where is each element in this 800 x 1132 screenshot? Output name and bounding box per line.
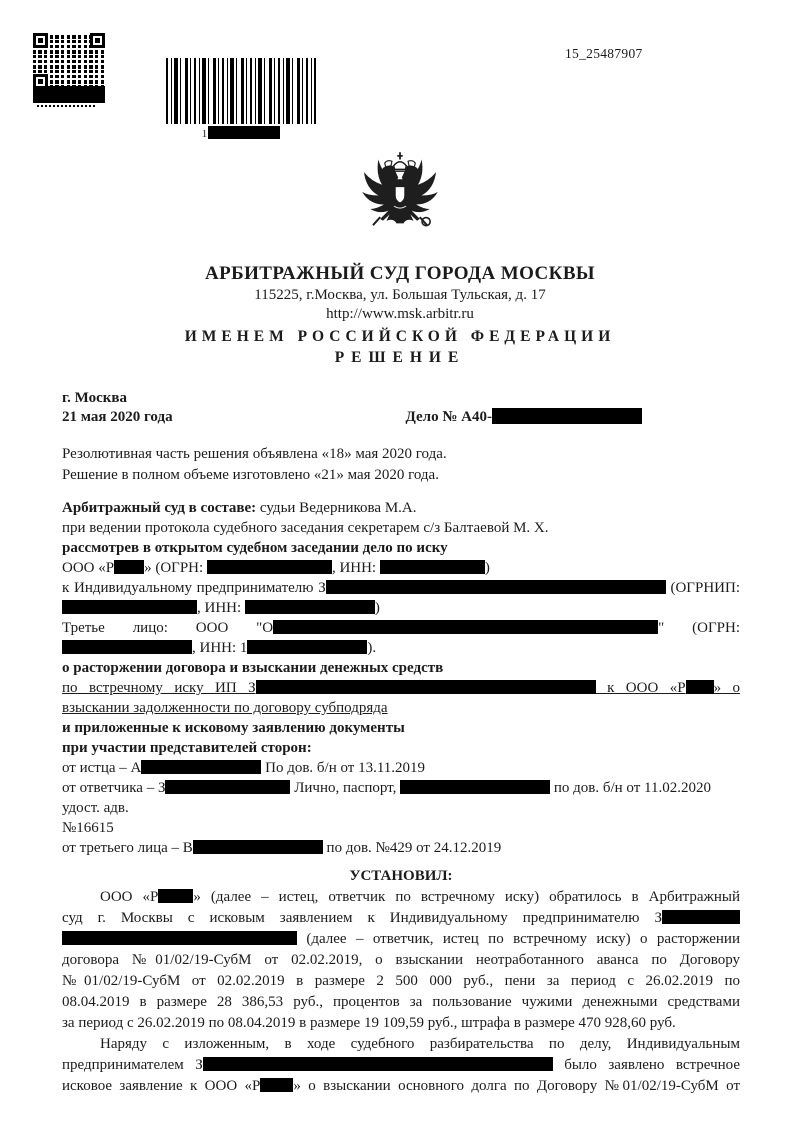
text-line: ООО «Р » (далее – истец, ответчик по встречному иску) обратилось в Арбитражный [100,889,740,905]
announcement-section [62,444,740,486]
text-line: Резолютивная часть решения объявлена «18» мая 2020 года. [62,446,447,462]
redaction-bar [245,600,375,614]
court-address: 115225, г.Москва, ул. Большая Тульская, д. 17 [254,287,546,303]
text-line: от третьего лица – В по дов. №429 от 24.12.2019 [62,840,502,856]
redaction-bar [326,580,666,594]
case-header-row [62,389,740,427]
text-line: по встречному иску ИП З к ООО «Р » о [62,680,740,696]
text-line: рассмотрев в открытом судебном заседании дело по иску [62,540,448,556]
redaction-bar [62,640,192,654]
text-line: ООО «Р » (ОГРН: , ИНН: ) [62,560,490,576]
text-line: взыскании задолженности по договору субподряда [62,700,388,716]
text-line: от истца – А По дов. б/н от 13.11.2019 [62,760,426,776]
redaction-bar [686,680,714,694]
top-machine-zone [0,0,800,150]
text-line: исковое заявление к ООО «Р » о взыскании основного долга по Договору №01/02/19-СубМ от [62,1078,740,1094]
decision-title: РЕШЕНИЕ [334,349,466,366]
redaction-bar [193,840,323,854]
court-name: АРБИТРАЖНЫЙ СУД ГОРОДА МОСКВЫ [205,263,595,284]
text-line: Арбитражный суд в составе: судьи Ведерникова М.А. [62,500,417,516]
text-line: за период с 26.02.2019 по 08.04.2019 в размере 19 109,59 руб., штрафа в размере 470 928,60 руб. [62,1015,676,1031]
redaction-bar [165,780,290,794]
redaction-bar [158,889,193,903]
redaction-bar [492,408,642,424]
redaction-bar [380,560,485,574]
russian-coat-of-arms-icon [355,152,445,248]
intro-section [62,498,740,858]
barcode-digit: 1 [201,128,208,140]
qr-code [33,33,105,103]
barcode-caption [166,126,316,140]
findings-section [62,887,740,1097]
case-city-date [62,389,173,427]
redaction-bar [400,780,550,794]
text-line: суд г. Москвы с исковым заявлением к Индивидуальному предпринимателю З [62,908,740,929]
qr-caption-marks [37,105,95,107]
text-line: и приложенные к исковому заявлению документы [62,720,405,736]
qr-finder-icon [90,33,105,48]
redaction-bar [256,680,596,694]
redaction-bar [141,760,261,774]
redaction-bar [662,910,740,924]
redaction-bar [207,560,332,574]
text-line: №16615 [62,820,114,836]
redaction-bar [247,640,367,654]
redaction-bar [208,126,280,139]
text-line: к Индивидуальному предпринимателю З (ОГРНИП: [62,580,740,596]
redaction-bar [33,86,105,103]
bold-text: Арбитражный суд в составе: [62,500,257,516]
text-line: 08.04.2019 в размере 28 386,53 руб., процентов за пользование чужими денежными средствами [62,994,740,1010]
text-line: предпринимателем З было заявлено встречное [62,1057,740,1073]
text-line: о расторжении договора и взыскании денежных средств [62,660,444,676]
text-line: при участии представителей сторон: [62,740,312,756]
redaction-bar [203,1057,553,1071]
text-line: (далее – ответчик, истец по встречному иску) о расторжении [62,929,740,950]
text-line: №01/02/19-СубМ от 02.02.2019 в размере 2 500 000 руб., пени за период с 26.02.2019 по [62,973,740,989]
text-line: договора №01/02/19-СубМ от 02.02.2019, о взыскании неотработанного аванса по Договору [62,952,740,968]
text-line: от ответчика – З Лично, паспорт, по дов. б/н от 11.02.2020 удост. адв. [62,780,711,816]
court-website: http://www.msk.arbitr.ru [326,306,474,322]
text-line: , ИНН: ) [62,598,740,618]
in-name-of-federation-line: ИМЕНЕМ РОССИЙСКОЙ ФЕДЕРАЦИИ [184,328,616,345]
redaction-bar [114,560,144,574]
redaction-bar [62,600,197,614]
date-line: 21 мая 2020 года [62,409,173,425]
redaction-bar [260,1078,293,1092]
emblem-area [0,152,800,248]
barcode [166,58,316,124]
case-number-label: Дело № А40- [405,409,492,425]
document-number: 15_25487907 [565,46,643,61]
redaction-bar [273,620,658,634]
document-body [0,389,800,1097]
text-line: Наряду с изложенным, в ходе судебного разбирательства по делу, Индивидуальным [100,1036,740,1052]
text-line: , ИНН: 1 ). [62,638,740,658]
ustanovil-heading: УСТАНОВИЛ: [349,868,453,884]
text-line: Третье лицо: ООО "О " (ОГРН: [62,620,740,636]
text-line: Решение в полном объеме изготовлено «21» мая 2020 года. [62,467,439,483]
case-number [406,389,642,427]
redaction-bar [62,931,297,945]
qr-finder-icon [33,33,48,48]
text-line: при ведении протокола судебного заседания секретарем с/з Балтаевой М. Х. [62,520,549,536]
city-line: г. Москва [62,390,127,406]
